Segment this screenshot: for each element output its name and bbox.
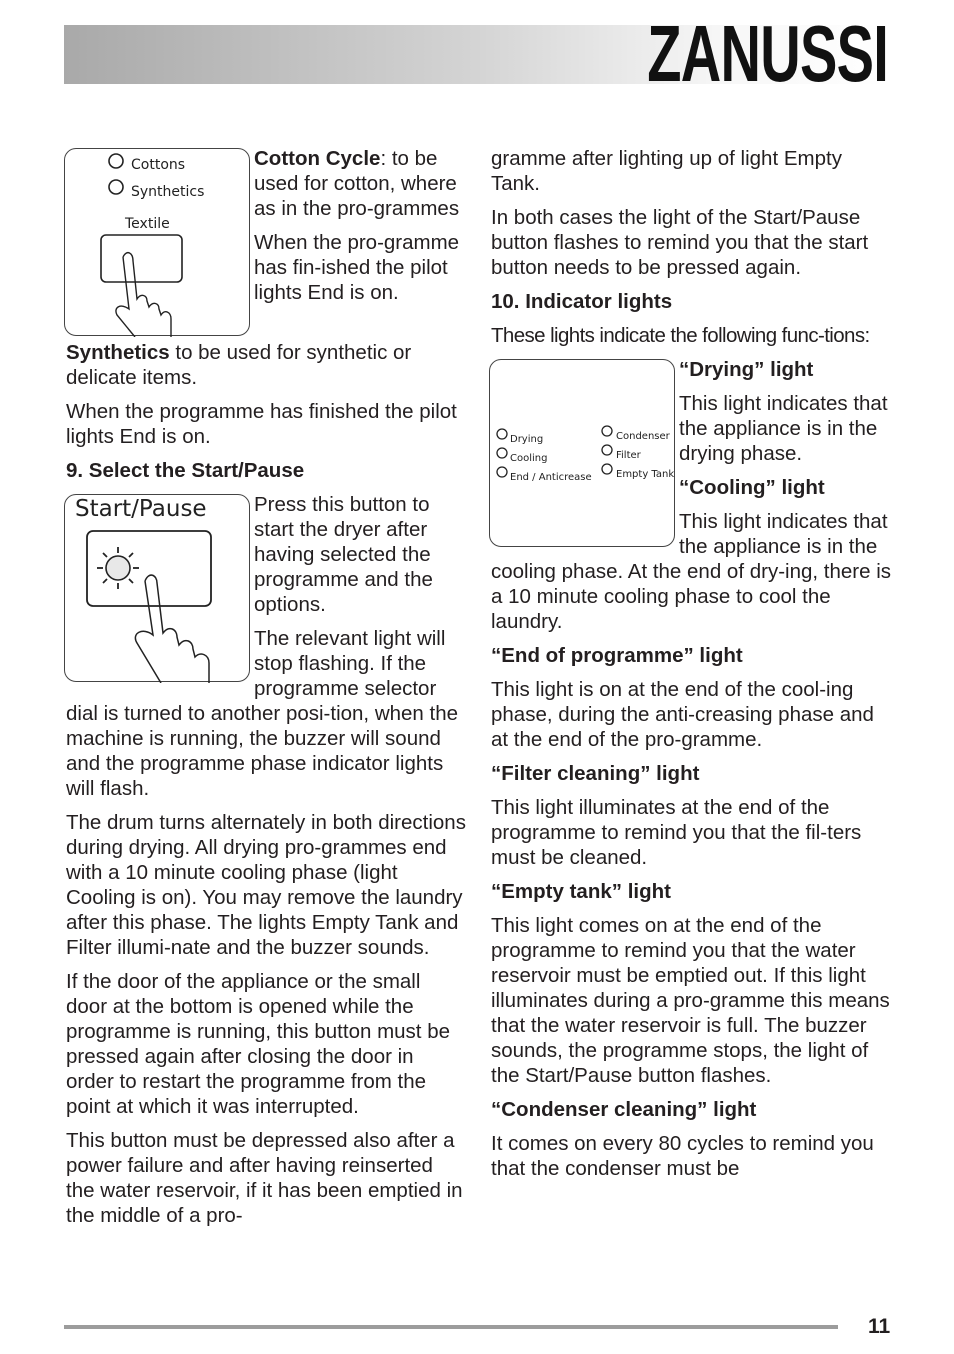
end-anticrease-indicator-label: End / Anticrease (510, 472, 592, 483)
textile-label: Textile (125, 216, 170, 232)
end-light-text: This light is on at the end of the cool-ing phase, during the anti-creasing phase and at the end of the pro-gramme. (491, 678, 874, 751)
cotton-title: Cotton Cycle (254, 147, 381, 170)
drying-light-title: “Drying” light (679, 358, 814, 381)
page-number: 11 (868, 1315, 891, 1338)
section-9-title: 9. Select the Start/Pause (66, 459, 305, 482)
synthetics-label: Synthetics (131, 184, 205, 200)
footer-rule (64, 1325, 838, 1329)
start-pause-figure (64, 494, 250, 682)
synthetics-end-paragraph: When the programme has finished the pilot lights End is on. (66, 400, 457, 448)
filter-light-text: This light illuminates at the end of the programme to remind you that the fil-ters must be cleaned. (491, 796, 862, 869)
tank-light-title: “Empty tank” light (491, 880, 671, 903)
press-paragraph: Press this button to start the dryer after having selected the programme and the options. (254, 493, 433, 616)
door-paragraph: If the door of the appliance or the small door at the bottom is opened while the programme is running, this button must be pressed again after closing the door in order to restart the programme from the point at which it was interrupted. (66, 970, 450, 1118)
synthetics-title: Synthetics (66, 341, 170, 364)
end-light-title: “End of programme” light (491, 644, 743, 667)
start-pause-button-icon (65, 495, 251, 683)
brand-logo: ZANUSSI (647, 9, 888, 98)
programme-selector-figure (64, 148, 250, 336)
filter-light-title: “Filter cleaning” light (491, 762, 700, 785)
relevant-paragraph: The relevant light will stop flashing. If the programme selector dial is turned to another posi-tion, when the machine is running, the buzzer will sound and the programme phase indicator lights will flash. (66, 627, 459, 800)
continued-paragraph: gramme after lighting up of light Empty Tank. (491, 147, 842, 195)
indicator-lights-figure (489, 359, 675, 547)
synthetics-paragraph (66, 340, 466, 390)
cotton-text: : to be used for cotton, where as in the pro-grammes (254, 147, 460, 220)
section-10-title: 10. Indicator lights (491, 290, 673, 313)
power-paragraph: This button must be depressed also after a power failure and after having reinserted the water reservoir, if it has been emptied in the middle of a pro- (66, 1129, 463, 1227)
drying-light-text: This light indicates that the appliance is in the drying phase. (679, 392, 888, 465)
drum-paragraph: The drum turns alternately in both directions during drying. All drying pro-grammes end with a 10 minute cooling phase (light Cooling is on). You may remove the laundry after this phase. The lights Empty Tank and Filter illumi-nate and the buzzer sounds. (66, 811, 466, 959)
condenser-light-text: It comes on every 80 cycles to remind you that the condenser must be (491, 1132, 874, 1180)
left-column (66, 146, 466, 1237)
condenser-light-title: “Condenser cleaning” light (491, 1098, 757, 1121)
cooling-light-title: “Cooling” light (679, 476, 825, 499)
start-pause-label: Start/Pause (75, 496, 207, 522)
both-cases-paragraph: In both cases the light of the Start/Pause button flashes to remind you that the start button needs to be pressed again. (491, 206, 869, 279)
section-10-intro: These lights indicate the following func-tions: (491, 324, 870, 347)
cottons-label: Cottons (131, 157, 186, 173)
cotton-end-paragraph: When the pro-gramme has fin-ished the pilot lights End is on. (254, 231, 460, 304)
tank-light-text: This light comes on at the end of the programme to remind you that the water reservoir must be emptied out. If this light illuminates during a pro-gramme this means that the water reservoir is full. The buzzer sounds, the programme stops, the light of the Start/Pause button flashes. (491, 914, 890, 1087)
filter-indicator-label: Filter (616, 450, 641, 461)
drying-indicator-label: Drying (510, 434, 544, 445)
condenser-indicator-label: Condenser (616, 431, 670, 442)
empty-tank-indicator-label: Empty Tank (616, 469, 675, 480)
synthetics-text: to be used for synthetic or delicate items. (66, 341, 412, 389)
right-column (491, 146, 891, 1190)
cooling-indicator-label: Cooling (510, 453, 548, 464)
cooling-light-text: This light indicates that the appliance is in the cooling phase. At the end of dry-ing, there is a 10 minute cooling phase to cool the laundry. (491, 510, 892, 633)
